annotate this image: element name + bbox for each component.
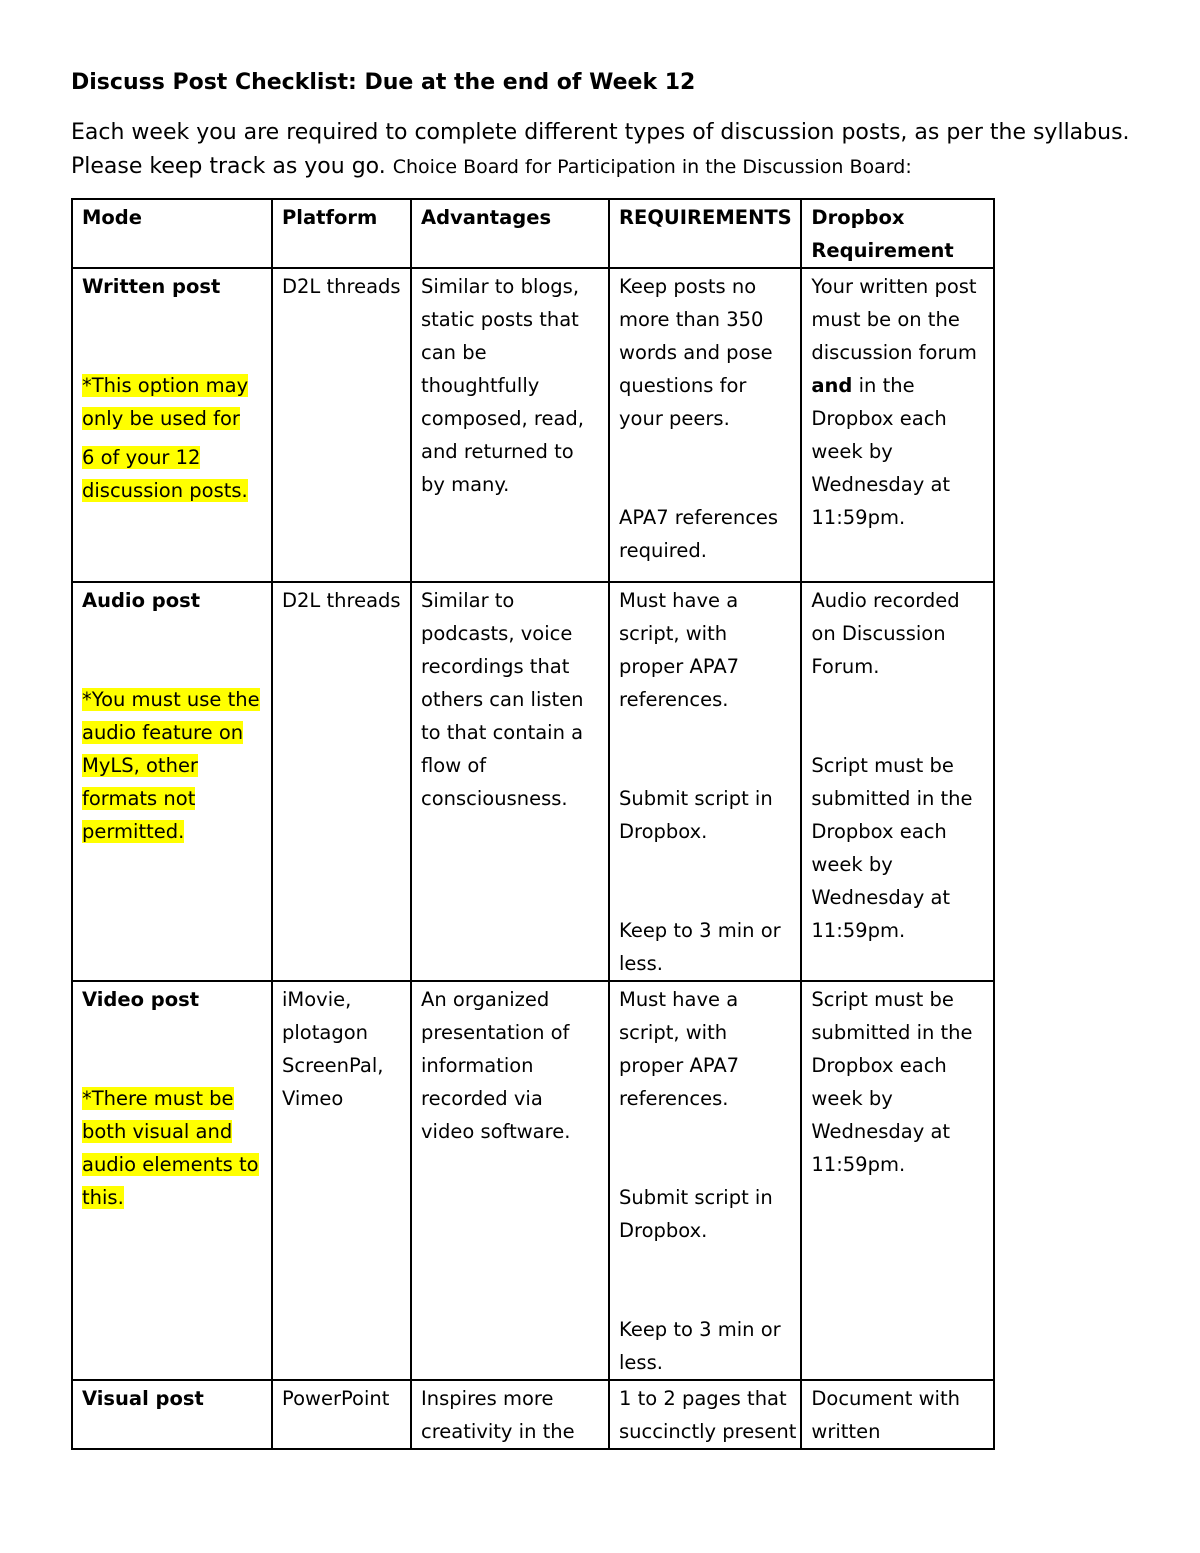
choice-board-table [71,198,995,1450]
mode-label: Video post [82,988,200,1011]
choice-board-label: Choice Board for Participation in the Discussion Board: [392,156,912,178]
dropbox-cell: Audio recorded on Discussion Forum. Script must be submitted in the Dropbox each week by Wednesday at 11:59pm. [801,582,994,981]
requirements-cell: 1 to 2 pages that succinctly present [609,1380,801,1449]
dropbox-cell: Your written post must be on the discussion forum and in the Dropbox each week by Wednesday at 11:59pm. [801,268,994,582]
platform-cell: iMovie, plotagon ScreenPal, Vimeo [272,981,411,1380]
header-dropbox: Dropbox Requirement [801,199,994,268]
table-row-video [72,981,994,1380]
advantages-cell: Similar to blogs, static posts that can be thoughtfully composed, read, and returned to by many. [411,268,609,582]
highlight-note: *This option may [82,374,249,397]
intro-paragraph [71,116,1161,184]
highlight-note: *There must be [82,1087,234,1110]
requirements-cell: Keep posts no more than 350 words and pose questions for your peers. APA7 references required. [609,268,801,582]
header-advantages: Advantages [411,199,609,268]
table-row-written [72,268,994,582]
table-header-row [72,199,994,268]
mode-label: Audio post [82,589,201,612]
mode-cell: Audio post *You must use the audio feature on MyLS, other formats not permitted. [72,582,272,981]
header-platform: Platform [272,199,411,268]
mode-cell: Written post *This option may only be used for 6 of your 12 discussion posts. [72,268,272,582]
advantages-cell: An organized presentation of information recorded via video software. [411,981,609,1380]
dropbox-cell: Document with written [801,1380,994,1449]
requirements-cell: Must have a script, with proper APA7 references. Submit script in Dropbox. Keep to 3 min or less. [609,582,801,981]
mode-label: Written post [82,275,221,298]
platform-cell: D2L threads [272,268,411,582]
table-row-visual [72,1380,994,1449]
dropbox-cell: Script must be submitted in the Dropbox each week by Wednesday at 11:59pm. [801,981,994,1380]
highlight-note: *You must use the [82,688,260,711]
mode-label: Visual post [82,1387,204,1410]
intro-text: Each week you are required to complete different types of discussion posts, as per the syllabus. Please keep track as you go. [71,120,1130,179]
header-requirements: REQUIREMENTS [609,199,801,268]
mode-cell: Video post *There must be both visual and audio elements to this. [72,981,272,1380]
document-title: Discuss Post Checklist: Due at the end of Week 12 [71,70,696,95]
table-row-audio [72,582,994,981]
requirements-cell: Must have a script, with proper APA7 references. Submit script in Dropbox. Keep to 3 min or less. [609,981,801,1380]
platform-cell: D2L threads [272,582,411,981]
advantages-cell: Inspires more creativity in the [411,1380,609,1449]
platform-cell: PowerPoint [272,1380,411,1449]
mode-cell [72,1380,272,1449]
advantages-cell: Similar to podcasts, voice recordings that others can listen to that contain a flow of consciousness. [411,582,609,981]
header-mode: Mode [72,199,272,268]
